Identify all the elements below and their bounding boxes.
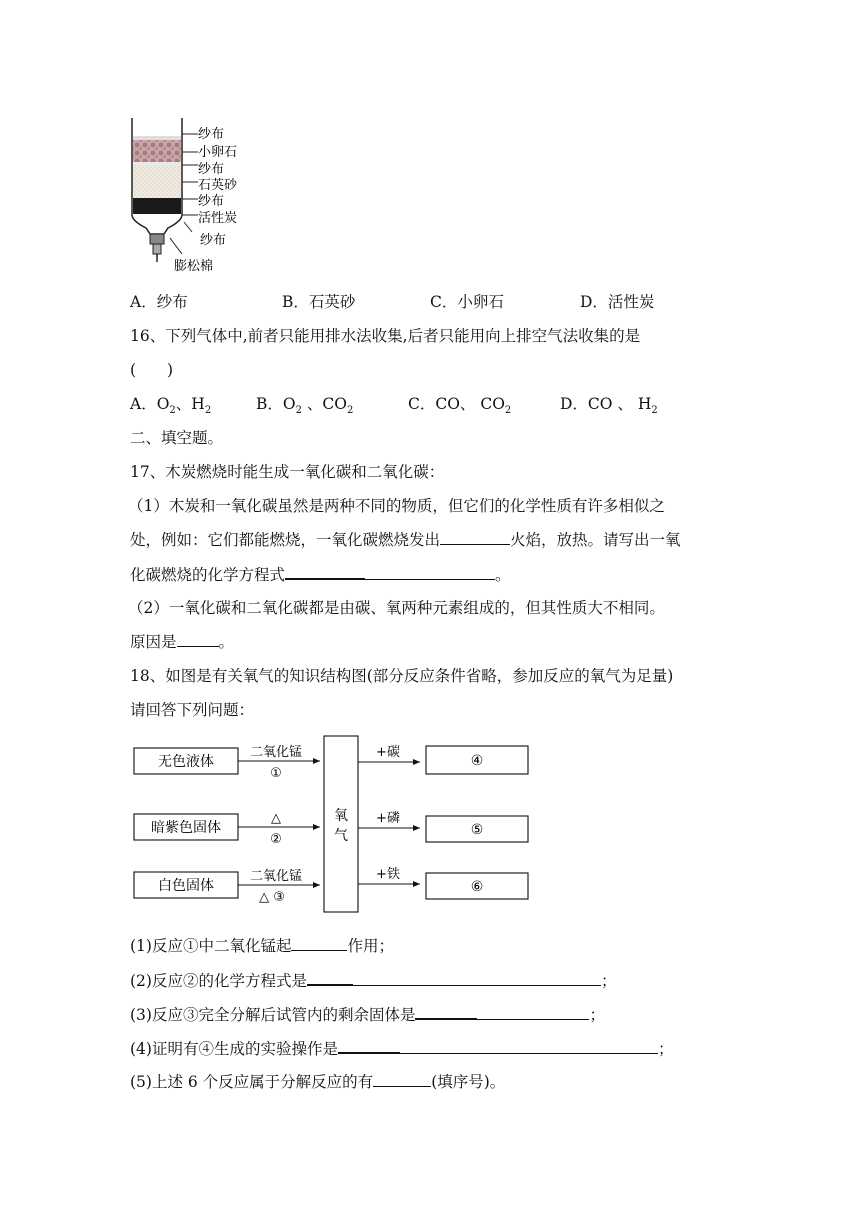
q18-sub3: (3)反应③完全分解后试管内的剩余固体是 ； bbox=[130, 1006, 605, 1024]
answer-blank[interactable] bbox=[338, 1038, 400, 1054]
label-gauze-4: 纱布 bbox=[200, 233, 227, 248]
answer-blank[interactable] bbox=[307, 970, 353, 986]
q16-paren: ( ) bbox=[130, 361, 174, 379]
product-box-5-label: ⑤ bbox=[470, 822, 484, 838]
label-gauze-3: 纱布 bbox=[198, 194, 225, 209]
q18-sub1: (1)反应①中二氧化锰起 作用； bbox=[130, 937, 394, 955]
oxygen-label-2: 气 bbox=[334, 828, 348, 844]
answer-blank[interactable] bbox=[440, 530, 510, 545]
q16-options bbox=[130, 394, 658, 421]
q16-option-a: A．$O_2$、$H_2$ bbox=[130, 395, 212, 417]
oxygen-knowledge-diagram bbox=[126, 732, 536, 918]
q17-part1-line1: （1）木炭和一氧化碳虽然是两种不同的物质，但它们的化学性质有许多相似之 bbox=[128, 497, 665, 515]
arrow3-condition: 二氧化锰 bbox=[249, 869, 303, 884]
answer-blank[interactable] bbox=[373, 1072, 431, 1087]
q15-option-d: D．活性炭 bbox=[580, 293, 655, 311]
product-box-6-label: ⑥ bbox=[470, 879, 484, 895]
answer-blank[interactable] bbox=[400, 1039, 658, 1054]
answer-blank[interactable] bbox=[285, 564, 365, 580]
label-pebbles: 小卵石 bbox=[198, 145, 238, 160]
q17-part1-line2: 处，例如：它们都能燃烧，一氧化碳燃烧发出 火焰，放热。请写出一氧 bbox=[130, 531, 681, 549]
answer-blank[interactable] bbox=[415, 1004, 477, 1020]
q17-stem: 17、木炭燃烧时能生成一氧化碳和二氧化碳： bbox=[130, 463, 445, 481]
q16-option-d: D．CO 、 $H_2$ bbox=[560, 395, 658, 417]
answer-blank[interactable] bbox=[477, 1005, 589, 1020]
section-heading: 二、填空题。 bbox=[130, 429, 224, 447]
answer-blank[interactable] bbox=[291, 936, 347, 951]
arrow2-number: ② bbox=[270, 832, 282, 847]
arrow3-number: △ ③ bbox=[259, 890, 285, 905]
q17-part2-line1: （2）一氧化碳和二氧化碳都是由碳、氧两种元素组成的，但其性质大不相同。 bbox=[128, 599, 665, 617]
q17-part2-line2: 原因是 。 bbox=[130, 633, 235, 651]
label-activated-carbon: 活性炭 bbox=[198, 211, 238, 226]
oxygen-label-1: 氧 bbox=[334, 808, 348, 824]
q16-option-c: C．CO、 $CO_2$ bbox=[408, 395, 512, 417]
q15-option-b: B．石英砂 bbox=[282, 293, 356, 311]
water-filter-figure bbox=[126, 118, 256, 278]
reactant-phosphorus: +磷 bbox=[376, 811, 400, 826]
q15-options bbox=[130, 292, 654, 312]
q15-option-a: A．纱布 bbox=[130, 293, 188, 311]
gauze-layer-1 bbox=[133, 136, 181, 140]
reactant-carbon: +碳 bbox=[376, 745, 400, 760]
label-cotton: 膨松棉 bbox=[174, 259, 214, 274]
box-white-solid-label: 白色固体 bbox=[158, 878, 214, 894]
gauze-layer-2 bbox=[133, 162, 181, 166]
arrow1-condition: 二氧化锰 bbox=[249, 745, 303, 760]
carbon-layer bbox=[133, 198, 181, 214]
q18-sub5: (5)上述 6 个反应属于分解反应的有 (填序号)。 bbox=[130, 1073, 506, 1091]
q18-stem-line1: 18、如图是有关氧气的知识结构图(部分反应条件省略，参加反应的氧气为足量) bbox=[130, 667, 674, 685]
label-quartz-sand: 石英砂 bbox=[198, 178, 238, 193]
q18-sub4: (4)证明有④生成的实验操作是 ； bbox=[130, 1040, 674, 1058]
q15-option-c: C．小卵石 bbox=[430, 293, 504, 311]
q16-stem: 16、下列气体中,前者只能用排水法收集,后者只能用向上排空气法收集的是 bbox=[130, 327, 641, 345]
q18-stem-line2: 请回答下列问题： bbox=[130, 701, 255, 719]
product-box-4-label: ④ bbox=[470, 753, 484, 769]
q18-sub2: (2)反应②的化学方程式是 ； bbox=[130, 972, 617, 990]
oxygen-box bbox=[324, 736, 358, 912]
q17-part1-line3: 化碳燃烧的化学方程式 。 bbox=[130, 566, 511, 584]
arrow1-number: ① bbox=[270, 766, 282, 781]
arrow2-condition: △ bbox=[271, 811, 281, 826]
pebble-layer bbox=[133, 140, 181, 162]
q16-option-b: B．$O_2$ 、$CO_2$ bbox=[256, 395, 354, 417]
reactant-iron: +铁 bbox=[376, 867, 400, 882]
box-colorless-liquid-label: 无色液体 bbox=[158, 754, 214, 770]
answer-blank[interactable] bbox=[365, 565, 495, 580]
box-dark-purple-solid-label: 暗紫色固体 bbox=[151, 820, 221, 836]
answer-blank[interactable] bbox=[353, 971, 601, 986]
answer-blank[interactable] bbox=[177, 632, 219, 647]
quartz-sand-layer bbox=[133, 166, 181, 198]
label-gauze-2: 纱布 bbox=[198, 162, 225, 177]
label-gauze-1: 纱布 bbox=[198, 127, 225, 142]
